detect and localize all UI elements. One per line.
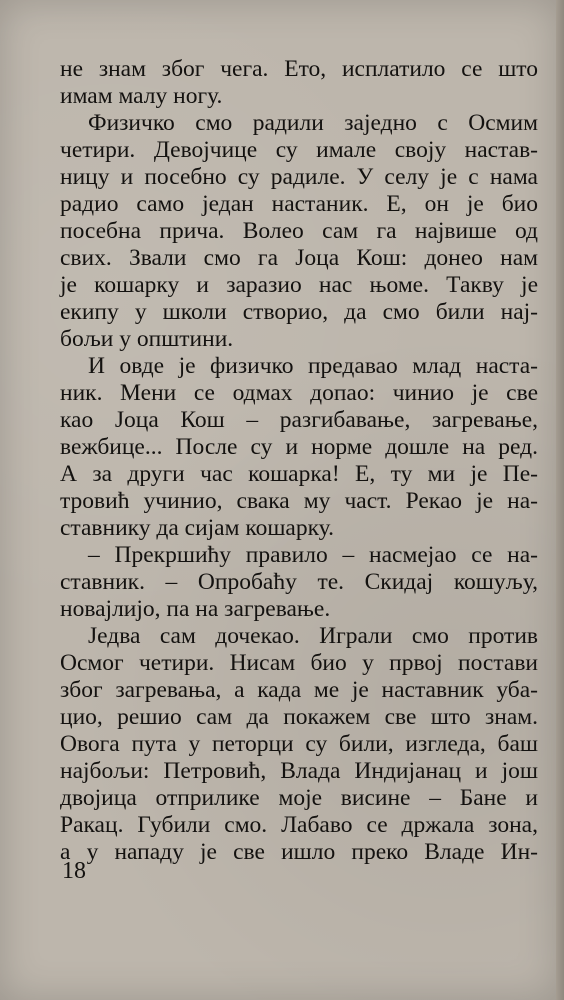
- text-line: И овде је физичко предавао млад наста-: [88, 353, 538, 379]
- text-line: имам малу ногу.: [60, 83, 223, 109]
- page-number: 18: [62, 858, 86, 884]
- text-line: ставнику да сијам кошарку.: [60, 515, 334, 541]
- text-line: ницу и посебно су радиле. У селу је с нама: [60, 164, 538, 190]
- text-line: због загревања, а када ме је наставник уба-: [60, 677, 538, 703]
- body-text: [60, 56, 538, 866]
- text-line: ник. Мени се одмах допао: чинио је све: [60, 380, 538, 406]
- text-line: екипу у школи створио, да смо били нај-: [60, 299, 538, 325]
- text-line: – Прекршићу правило – насмејао се на-: [88, 542, 538, 568]
- text-line: новајлијо, па на загревање.: [60, 596, 331, 622]
- text-line: вежбице... После су и норме дошле на ред.: [60, 434, 538, 460]
- text-line: тровић учинио, свака му част. Рекао је на-: [60, 488, 538, 514]
- text-line: посебна прича. Волео сам га највише од: [60, 218, 538, 244]
- text-line: четири. Девојчице су имале своју настав-: [60, 137, 538, 163]
- text-line: А за други час кошарка! Е, ту ми је Пе-: [60, 461, 538, 487]
- text-line: најбољи: Петровић, Влада Индијанац и још: [60, 758, 538, 784]
- text-line: Ракац. Губили смо. Лабаво се држала зона,: [60, 812, 538, 838]
- page-edge: [556, 0, 564, 1000]
- text-line: бољи у општини.: [60, 326, 234, 352]
- text-line: двојица отприлике моје висине – Бане и: [60, 785, 538, 811]
- text-line: радио само један настаник. Е, он је био: [60, 191, 538, 217]
- text-line: цио, решио сам да покажем све што знам.: [60, 704, 538, 730]
- text-line: Осмог четири. Нисам био у првој постави: [60, 650, 538, 676]
- text-line: свих. Звали смо га Јоца Кош: донео нам: [60, 245, 538, 271]
- text-line: ставник. – Опробаћу те. Скидај кошуљу,: [60, 569, 538, 595]
- text-line: као Јоца Кош – разгибавање, загревање,: [60, 407, 538, 433]
- text-line: Физичко смо радили заједно с Осмим: [88, 110, 538, 136]
- text-line: Овога пута у петорци су били, изгледа, баш: [60, 731, 538, 757]
- text-line: је кошарку и заразио нас њоме. Такву је: [60, 272, 538, 298]
- text-line: не знам због чега. Ето, исплатило се што: [60, 56, 538, 82]
- text-line: а у нападу је све ишло преко Владе Ин-: [60, 839, 538, 865]
- text-line: Једва сам дочекао. Играли смо против: [88, 623, 538, 649]
